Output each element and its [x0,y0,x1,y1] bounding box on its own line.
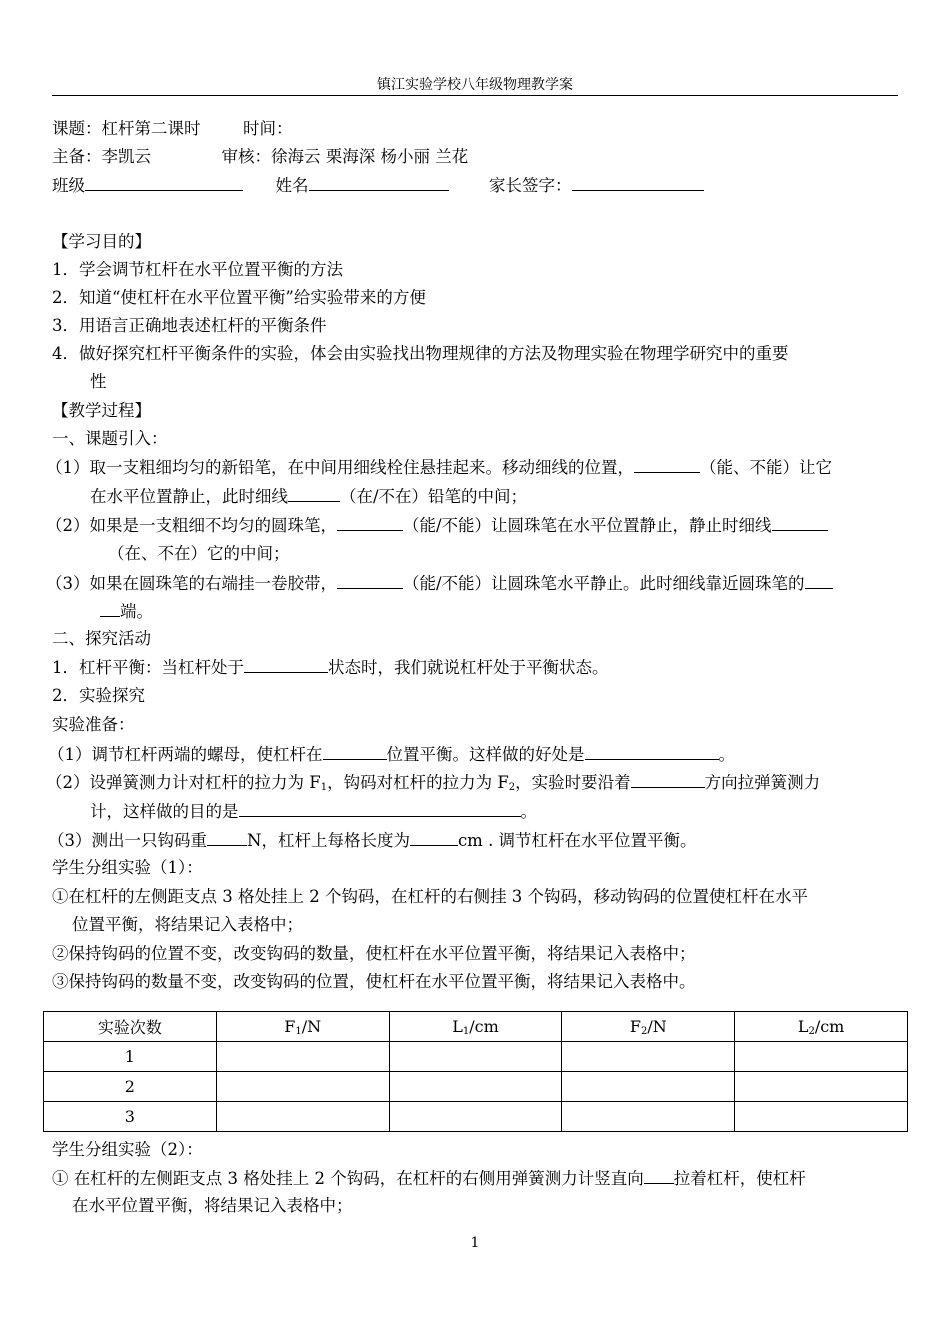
input-cell[interactable] [562,1042,735,1072]
answer-blank[interactable] [239,800,521,817]
header-cell: $L_2/cm$ [735,1012,908,1042]
trial-number: 1 [44,1042,217,1072]
prep-heading: 实验准备： [52,715,135,734]
answer-blank[interactable] [410,829,458,846]
intro-heading: 一、课题引入： [52,429,168,448]
input-cell[interactable] [735,1072,908,1102]
input-cell[interactable] [735,1042,908,1072]
answer-blank[interactable] [585,743,719,760]
table-row [44,1072,908,1102]
group-2-step: ① 在杠杆的左侧距支点 3 格处挂上 2 个钩码，在杠杆的右侧用弹簧测力计竖直向 拉着杠杆，使杠杆 [52,1169,806,1188]
topic-label: 课题：杠杆第二课时 [52,119,201,138]
answer-blank[interactable] [100,600,120,617]
explore-heading: 二、探究活动 [52,629,151,648]
input-cell[interactable] [216,1102,389,1132]
objective-item: 1．学会调节杠杆在水平位置平衡的方法 [52,260,343,279]
author: 主备：李凯云 [52,147,151,166]
answer-blank[interactable] [805,572,833,589]
input-cell[interactable] [562,1102,735,1132]
reviewer: 审核：徐海云 栗海深 杨小丽 兰花 [221,147,469,166]
input-cell[interactable] [389,1072,562,1102]
group-experiment-1-heading: 学生分组实验（1）： [52,858,203,877]
objective-item: 2．知道“使杠杆在水平位置平衡”给实验带来的方便 [52,288,426,307]
input-cell[interactable] [216,1072,389,1102]
question-1-cont: 在水平位置静止，此时细线 （在/不在）铅笔的中间； [90,487,528,506]
student-line [52,174,900,197]
question-3: （3）如果在圆珠笔的右端挂一卷胶带， （能/不能）让圆珠笔水平静止。此时细线靠近圆珠笔的 [46,572,894,595]
input-cell[interactable] [562,1072,735,1102]
answer-blank[interactable] [337,572,403,589]
page-number: 1 [470,1235,480,1251]
topic-line [52,118,900,140]
results-table [43,1011,908,1132]
objectives-heading: 【学习目的】 [52,232,151,251]
prep-step-2-cont: 计，这样做的目的是 。 [90,802,537,821]
question-3-cont: 端。 [100,600,948,623]
input-cell[interactable] [389,1042,562,1072]
prep-step-3: （3）测出一只钩码重 N，杠杆上每格长度为 cm . 调节杠杆在水平位置平衡。 [48,831,697,850]
prep-step-1: （1）调节杠杆两端的螺母，使杠杆在 位置平衡。这样做的好处是 。 [48,745,735,764]
trial-number: 3 [44,1102,217,1132]
class-blank[interactable] [85,174,243,191]
parent-label: 家长签字： [489,176,572,195]
answer-blank[interactable] [337,514,403,531]
input-cell[interactable] [735,1102,908,1132]
group-1-step-cont: 位置平衡，将结果记入表格中； [72,915,303,934]
group-experiment-2-heading: 学生分组实验（2）： [52,1140,203,1159]
objective-item: 4．做好探究杠杆平衡条件的实验，体会由实验找出物理规律的方法及物理实验在物理学研究中的重要 [52,344,789,363]
explore-item-1: 1．杠杆平衡：当杠杆处于 状态时，我们就说杠杆处于平衡状态。 [52,658,609,677]
question-1: （1）取一支粗细均匀的新铅笔，在中间用细线栓住悬挂起来。移动细线的位置， （能、不能）让它 [46,458,832,477]
group-1-step: ①在杠杆的左侧距支点 3 格处挂上 2 个钩码，在杠杆的右侧挂 3 个钩码，移动钩码的位置使杠杆在水平 [52,887,808,906]
objective-item-cont: 性 [90,372,107,391]
trial-number: 2 [44,1072,217,1102]
class-label: 班级 [52,176,85,195]
answer-blank[interactable] [644,1167,674,1184]
group-1-step: ③保持钩码的数量不变，改变钩码的位置，使杠杆在水平位置平衡，将结果记入表格中。 [52,972,696,991]
header-cell: 实验次数 [44,1012,217,1042]
question-2: （2）如果是一支粗细不均匀的圆珠笔， （能/不能）让圆珠笔在水平位置静止，静止时细线 [46,514,894,537]
parent-signature-blank[interactable] [572,174,704,191]
header-cell: $F_2/N$ [562,1012,735,1042]
author-line [52,146,900,168]
name-blank[interactable] [309,174,449,191]
group-2-step-cont: 在水平位置平衡，将结果记入表格中； [72,1196,353,1215]
table-header-row [44,1012,908,1042]
answer-blank[interactable] [631,771,705,788]
answer-blank[interactable] [772,514,828,531]
table-row [44,1042,908,1072]
answer-blank[interactable] [323,743,387,760]
process-heading: 【教学过程】 [52,401,151,420]
header-cell: $F_1/N$ [216,1012,389,1042]
name-label: 姓名 [275,176,309,195]
objective-item: 3．用语言正确地表述杠杆的平衡条件 [52,316,327,335]
time-label: 时间： [243,119,293,138]
input-cell[interactable] [389,1102,562,1132]
input-cell[interactable] [216,1042,389,1072]
explore-item-2: 2．实验探究 [52,686,145,705]
question-2-cont: （在、不在）它的中间； [108,544,290,563]
page-header: 镇江实验学校八年级物理教学案 [52,76,898,96]
header-cell: $L_1/cm$ [389,1012,562,1042]
answer-blank[interactable] [244,656,328,673]
answer-blank[interactable] [634,456,700,473]
answer-blank[interactable] [288,485,340,502]
prep-step-2: （2）设弹簧测力计对杠杆的拉力为 $F_1$，钩码对杠杆的拉力为 $F_2$，实验时要沿着 方向拉弹簧测力 [46,773,821,793]
answer-blank[interactable] [207,829,247,846]
table-row [44,1102,908,1132]
group-1-step: ②保持钩码的位置不变，改变钩码的数量，使杠杆在水平位置平衡，将结果记入表格中； [52,944,696,963]
